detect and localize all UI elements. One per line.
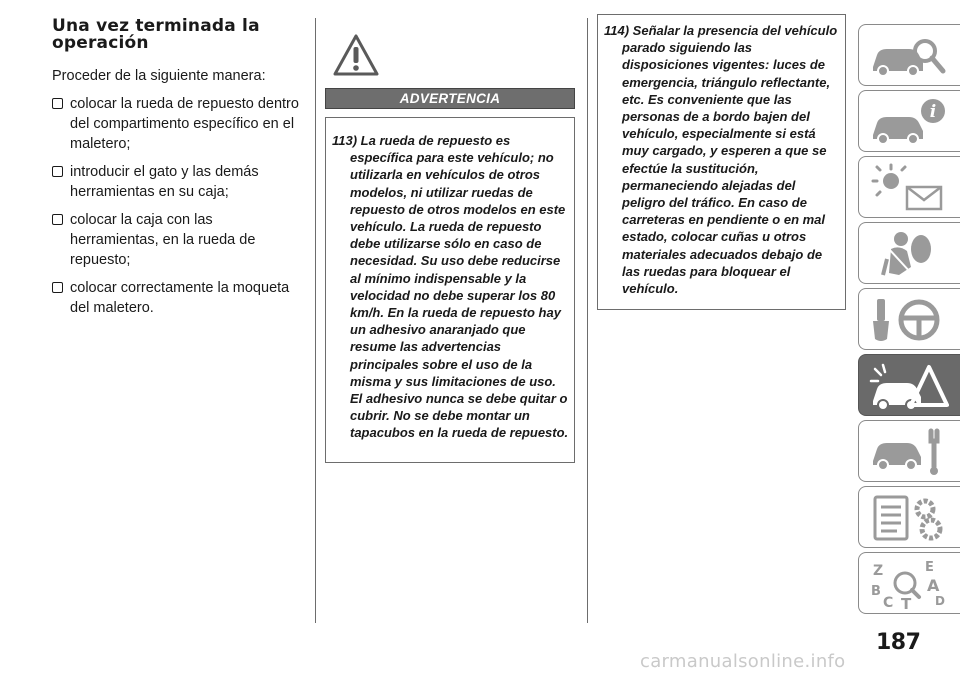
airbag-seat-icon — [869, 229, 949, 279]
list-item — [52, 162, 304, 202]
index-letter: Z — [873, 563, 884, 579]
note-box-114 — [597, 14, 846, 310]
tab-airbag-seat[interactable] — [858, 222, 960, 284]
tab-key-steering[interactable] — [858, 288, 960, 350]
index-letter: T — [901, 595, 912, 609]
list-item-text: colocar la rueda de repuesto dentro del compartimento específico en el maletero; — [70, 96, 299, 152]
note-114 — [604, 22, 841, 297]
column-divider — [315, 18, 316, 623]
list-item — [52, 210, 304, 270]
column-divider — [587, 18, 588, 623]
note-113-text: 113) La rueda de repuesto es específica para este vehículo; no utilizarla en vehículos de otros modelos, ni utilizar ruedas de repuesto de otros modelos en este vehículo. La rueda de repuesto debe utilizarse sólo en caso de necesidad. Su uso debe reducirse al mínimo indispensable y la velocidad no debe superar los 80 km/h. En la rueda de repuesto hay un adhesivo anaranjado que resume las advertencias principales sobre el uso de la misma y sus limitaciones de uso. El adhesivo nunca se debe quitar o cubrir. No se debe montar un tapacubos en la rueda de repuesto. — [332, 133, 569, 441]
car-maintenance-icon — [869, 427, 949, 477]
checkbox-icon — [52, 214, 63, 225]
note-114-text: 114) Señalar la presencia del vehículo parado siguiendo las disposiciones vigentes: luces de emergencia, triángulo reflectante, etc. Es conveniente que las personas de a bordo bajen del vehículo, especialmente si está muy cargado, y esperen a que se efectúe la sustitución, permaneciendo alejadas del peligro del tráfico. En caso de carreteras en pendiente o en mal estado, colocar cuñas u otros materiales adecuados debajo de las ruedas para bloquear el vehículo. — [604, 23, 838, 297]
tab-warning-lights[interactable] — [858, 156, 960, 218]
svg-text:i: i — [929, 102, 937, 122]
warning-lights-icon — [869, 163, 949, 213]
list-item-text: colocar la caja con las herramientas, en la rueda de repuesto; — [70, 212, 256, 268]
tab-car-info[interactable] — [858, 90, 960, 152]
car-emergency-icon — [869, 361, 949, 411]
intro-text: Proceder de la siguiente manera: — [52, 68, 266, 84]
car-search-icon — [869, 31, 949, 81]
list-item-text: colocar correctamente la moqueta del maletero. — [70, 280, 290, 316]
watermark: carmanualsonline.info — [640, 651, 846, 672]
index-letter: D — [935, 594, 945, 608]
section-title — [52, 18, 304, 52]
warning-triangle-icon — [333, 34, 379, 76]
tab-emergency[interactable] — [858, 354, 960, 416]
key-steering-icon — [869, 295, 949, 345]
list-item — [52, 278, 304, 318]
note-113 — [332, 132, 570, 442]
technical-data-icon — [869, 493, 949, 543]
section-title-line1: Una vez terminada la — [52, 16, 260, 36]
checkbox-icon — [52, 166, 63, 177]
index-letter: E — [925, 560, 934, 575]
alphabetical-index-icon — [869, 559, 949, 609]
warning-box — [325, 117, 575, 463]
steps-list — [52, 94, 304, 318]
index-letter: A — [927, 576, 940, 595]
checkbox-icon — [52, 282, 63, 293]
section-title-line2: operación — [52, 33, 149, 53]
index-letter: C — [883, 595, 894, 609]
tab-car-search[interactable] — [858, 24, 960, 86]
list-item — [52, 94, 304, 154]
list-item-text: introducir el gato y las demás herramientas en su caja; — [70, 164, 259, 200]
checkbox-icon — [52, 98, 63, 109]
tab-technical-data[interactable] — [858, 486, 960, 548]
car-info-icon — [869, 97, 949, 147]
left-column — [52, 18, 304, 326]
warning-header: ADVERTENCIA — [325, 88, 575, 109]
page-number: 187 — [876, 630, 921, 655]
index-letter: B — [871, 584, 881, 599]
chapter-tabs — [858, 24, 960, 618]
tab-alphabetical-index[interactable] — [858, 552, 960, 614]
tab-maintenance[interactable] — [858, 420, 960, 482]
